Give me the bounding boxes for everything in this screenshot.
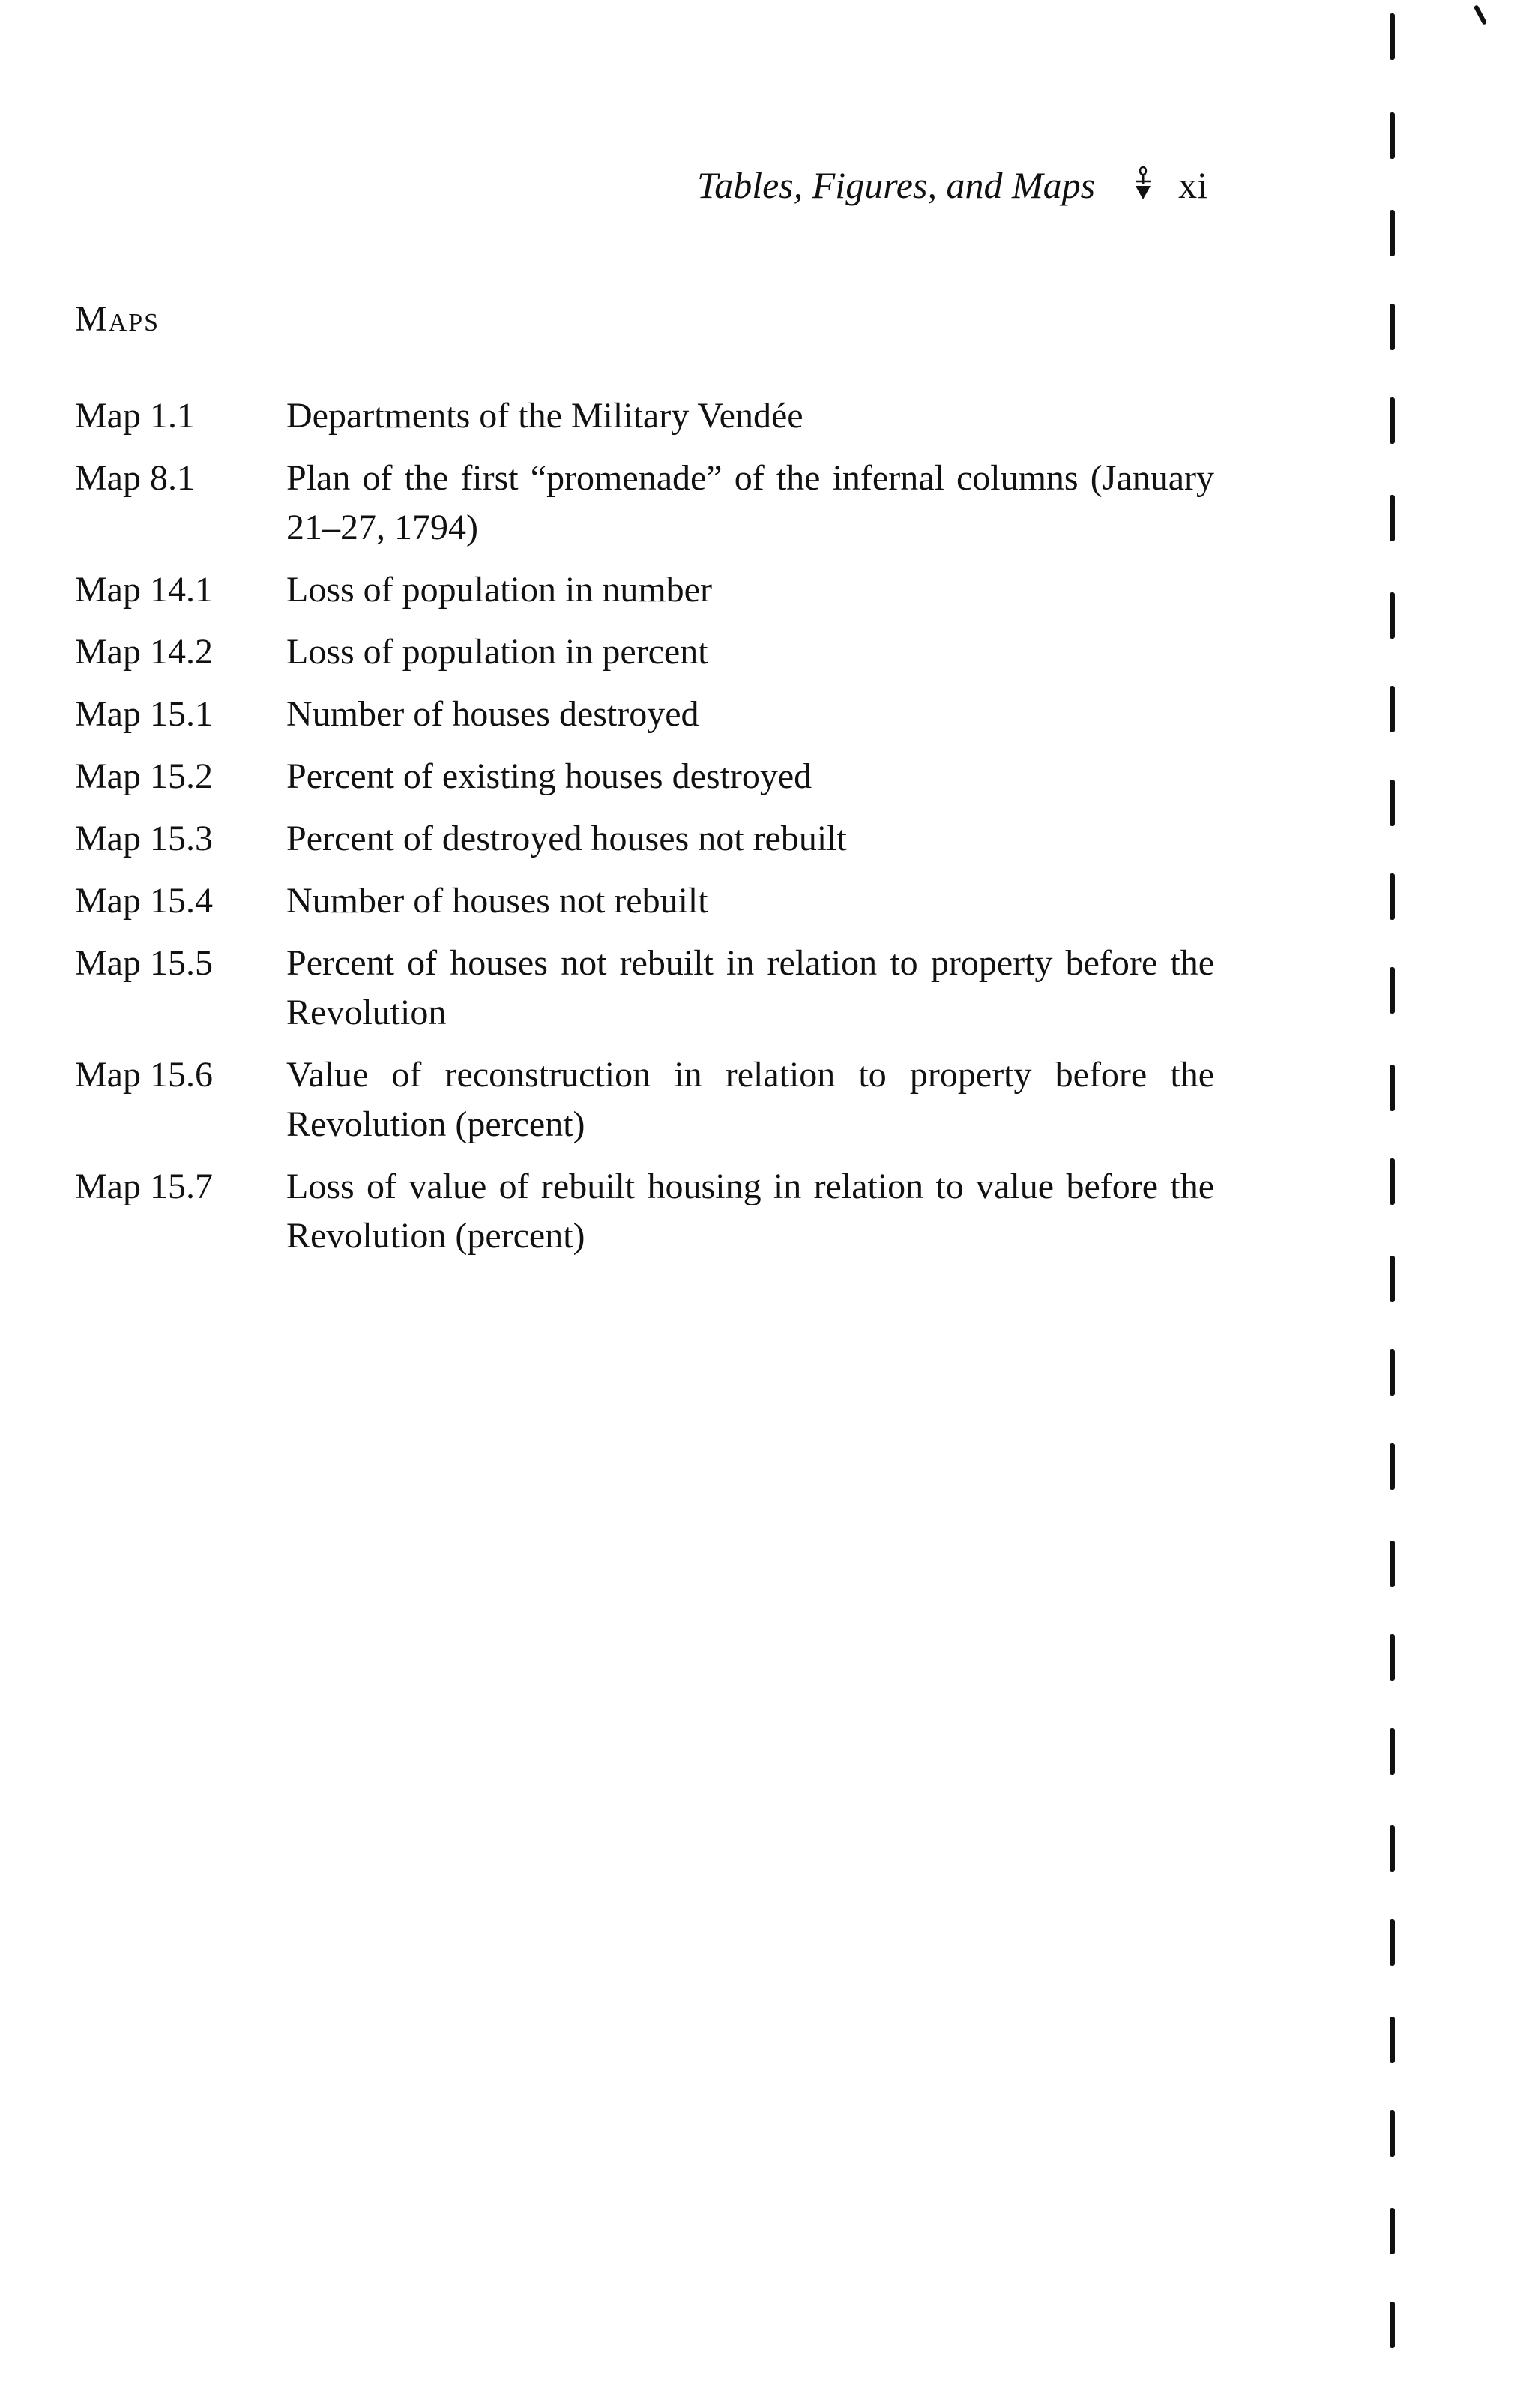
running-head-title: Tables, Figures, and Maps bbox=[697, 164, 1096, 206]
map-label: Map 1.1 bbox=[75, 396, 195, 436]
margin-mark bbox=[1390, 2110, 1395, 2157]
list-item bbox=[75, 454, 1214, 553]
map-title: Loss of population in number bbox=[286, 570, 712, 609]
map-label: Map 15.2 bbox=[75, 756, 213, 796]
list-item bbox=[75, 752, 1214, 801]
margin-mark bbox=[1390, 1349, 1395, 1396]
map-label: Map 14.2 bbox=[75, 632, 213, 672]
map-title: Departments of the Military Vendée bbox=[286, 396, 803, 436]
margin-mark bbox=[1390, 1443, 1395, 1490]
section-heading: Maps bbox=[75, 299, 160, 339]
margin-mark bbox=[1390, 967, 1395, 1014]
list-item bbox=[75, 627, 1214, 677]
list-item bbox=[75, 876, 1214, 926]
margin-mark bbox=[1390, 686, 1395, 732]
list-item bbox=[75, 1162, 1214, 1261]
margin-mark bbox=[1390, 2208, 1395, 2254]
map-title: Number of houses destroyed bbox=[286, 694, 699, 734]
map-title: Plan of the first “promenade” of the infernal columns (January 21–27, 1794) bbox=[286, 458, 1214, 547]
margin-mark bbox=[1390, 304, 1395, 350]
map-title: Loss of population in percent bbox=[286, 632, 708, 672]
list-item bbox=[75, 565, 1214, 615]
margin-mark bbox=[1390, 2302, 1395, 2348]
list-item bbox=[75, 939, 1214, 1038]
margin-mark bbox=[1390, 873, 1395, 920]
running-head bbox=[697, 163, 1207, 210]
map-title: Percent of existing houses destroyed bbox=[286, 756, 812, 796]
page-number: xi bbox=[1178, 164, 1207, 206]
map-label: Map 15.5 bbox=[75, 943, 213, 983]
margin-mark bbox=[1390, 1634, 1395, 1681]
map-label: Map 15.1 bbox=[75, 694, 213, 734]
margin-mark bbox=[1390, 1256, 1395, 1302]
margin-mark bbox=[1390, 495, 1395, 541]
margin-mark bbox=[1390, 13, 1395, 60]
map-list bbox=[75, 391, 1214, 1274]
margin-mark bbox=[1390, 112, 1395, 159]
map-label: Map 15.3 bbox=[75, 819, 213, 858]
margin-mark bbox=[1390, 592, 1395, 639]
margin-mark bbox=[1390, 1825, 1395, 1872]
margin-mark bbox=[1390, 2017, 1395, 2063]
map-label: Map 15.7 bbox=[75, 1167, 213, 1206]
list-item bbox=[75, 1050, 1214, 1149]
margin-mark bbox=[1390, 1158, 1395, 1205]
map-title: Percent of destroyed houses not rebuilt bbox=[286, 819, 847, 858]
margin-mark bbox=[1390, 1728, 1395, 1775]
scan-margin-marks bbox=[1379, 0, 1424, 2408]
list-item bbox=[75, 814, 1214, 864]
map-title: Percent of houses not rebuilt in relation to property before the Revolution bbox=[286, 943, 1214, 1032]
map-label: Map 8.1 bbox=[75, 458, 195, 498]
margin-mark bbox=[1390, 1065, 1395, 1111]
map-title: Number of houses not rebuilt bbox=[286, 881, 708, 921]
list-item bbox=[75, 690, 1214, 739]
margin-mark bbox=[1390, 1919, 1395, 1966]
map-label: Map 14.1 bbox=[75, 570, 213, 609]
map-label: Map 15.6 bbox=[75, 1055, 213, 1095]
map-label: Map 15.4 bbox=[75, 881, 213, 921]
fleuron-ornament-icon bbox=[1133, 166, 1153, 210]
margin-mark bbox=[1390, 397, 1395, 444]
margin-mark bbox=[1390, 1541, 1395, 1587]
margin-mark bbox=[1390, 780, 1395, 826]
list-item bbox=[75, 391, 1214, 441]
map-title: Loss of value of rebuilt housing in relation to value before the Revolution (percent) bbox=[286, 1167, 1214, 1256]
margin-mark bbox=[1390, 210, 1395, 256]
map-title: Value of reconstruction in relation to property before the Revolution (percent) bbox=[286, 1055, 1214, 1144]
scan-corner-mark bbox=[1474, 4, 1487, 25]
